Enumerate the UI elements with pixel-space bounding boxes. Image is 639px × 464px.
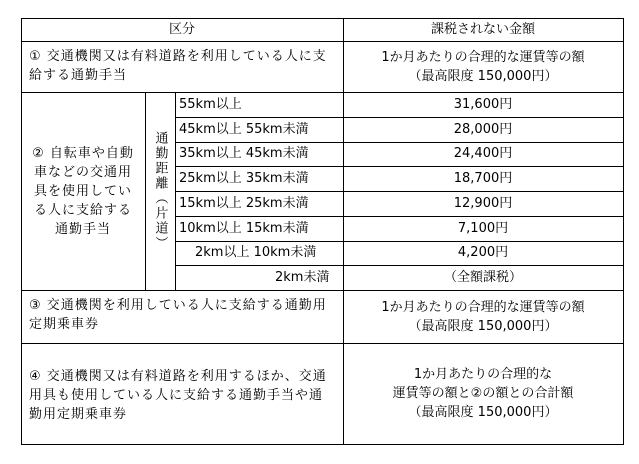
row1-amount bbox=[343, 41, 623, 92]
distance-tier-amount-7: 4,200円 bbox=[457, 245, 509, 261]
row1-category: ① 交通機関又は有料道路を利用している人に支給する通勤手当 bbox=[29, 49, 327, 83]
distance-tier-2: 45km以上 55km未満 bbox=[179, 121, 309, 137]
table-border-left bbox=[21, 18, 22, 445]
tier-divider-3 bbox=[175, 166, 624, 167]
row3-category: ③ 交通機関を利用している人に支給する通勤用定期乗車券 bbox=[29, 298, 327, 332]
distance-tier-amount-6: 7,100円 bbox=[457, 220, 509, 236]
distance-tier-3: 35km以上 45km未満 bbox=[179, 146, 309, 162]
row3-divider bbox=[21, 343, 624, 344]
table-border-right bbox=[623, 18, 624, 445]
row4-category: ④ 交通機関又は有料道路を利用するほか、交通用具も使用している人に支給する通勤手当や通勤用定期乗車券 bbox=[29, 369, 327, 422]
distance-tier-1: 55km以上 bbox=[179, 96, 242, 112]
distance-tier-7: 2km以上 10km未満 bbox=[195, 245, 317, 261]
row1-amount-line1: 1か月あたりの合理的な運賃等の額 bbox=[381, 49, 585, 65]
table-border-bottom bbox=[21, 444, 624, 445]
distance-tier-4: 25km以上 35km未満 bbox=[179, 171, 309, 187]
distance-tier-6: 10km以上 15km未満 bbox=[179, 220, 309, 236]
distance-tier-amount-5: 12,900円 bbox=[453, 195, 513, 211]
column-divider bbox=[343, 18, 344, 445]
tier-divider-2 bbox=[175, 142, 624, 143]
tier-divider-4 bbox=[175, 191, 624, 192]
tier-divider-6 bbox=[175, 241, 624, 242]
distance-tier-amount-1: 31,600円 bbox=[453, 96, 513, 112]
row1-amount-line2: （最高限度 150,000円） bbox=[408, 68, 558, 84]
row2-category: ② 自転車や自動車などの交通用具を使用している人に支給する通勤手当 bbox=[32, 145, 134, 237]
row4-amount bbox=[343, 343, 623, 444]
row2-inner-divider-a bbox=[145, 92, 146, 290]
row4-amount-line2: 運賃等の額と②の額との合計額 bbox=[392, 386, 574, 401]
tier-divider-5 bbox=[175, 216, 624, 217]
distance-tier-8: 2km未満 bbox=[275, 270, 330, 286]
row4-amount-line1: 1か月あたりの合理的な bbox=[413, 367, 553, 382]
row3-amount-line1: 1か月あたりの合理的な運賃等の額 bbox=[381, 299, 585, 315]
distance-tier-amount-8: （全額課税） bbox=[443, 270, 522, 286]
header-divider bbox=[21, 41, 624, 42]
header-amount: 課税されない金額 bbox=[430, 22, 535, 37]
distance-tier-amount-4: 18,700円 bbox=[453, 171, 513, 187]
header-category: 区分 bbox=[168, 22, 195, 37]
row3-amount-line2: （最高限度 150,000円） bbox=[408, 318, 558, 334]
row2-divider bbox=[21, 290, 624, 291]
tier-divider-1 bbox=[175, 117, 624, 118]
distance-tier-amount-2: 28,000円 bbox=[453, 121, 513, 137]
row4-amount-line3: （最高限度 150,000円） bbox=[408, 405, 558, 420]
distance-tier-5: 15km以上 25km未満 bbox=[179, 195, 309, 211]
table-border-top bbox=[21, 18, 624, 19]
row1-divider bbox=[21, 92, 624, 93]
row3-amount bbox=[343, 290, 623, 343]
row2-distance-label: 通勤距離（片道） bbox=[152, 131, 168, 251]
distance-tier-amount-3: 24,400円 bbox=[453, 146, 513, 162]
tier-divider-7 bbox=[175, 265, 624, 266]
